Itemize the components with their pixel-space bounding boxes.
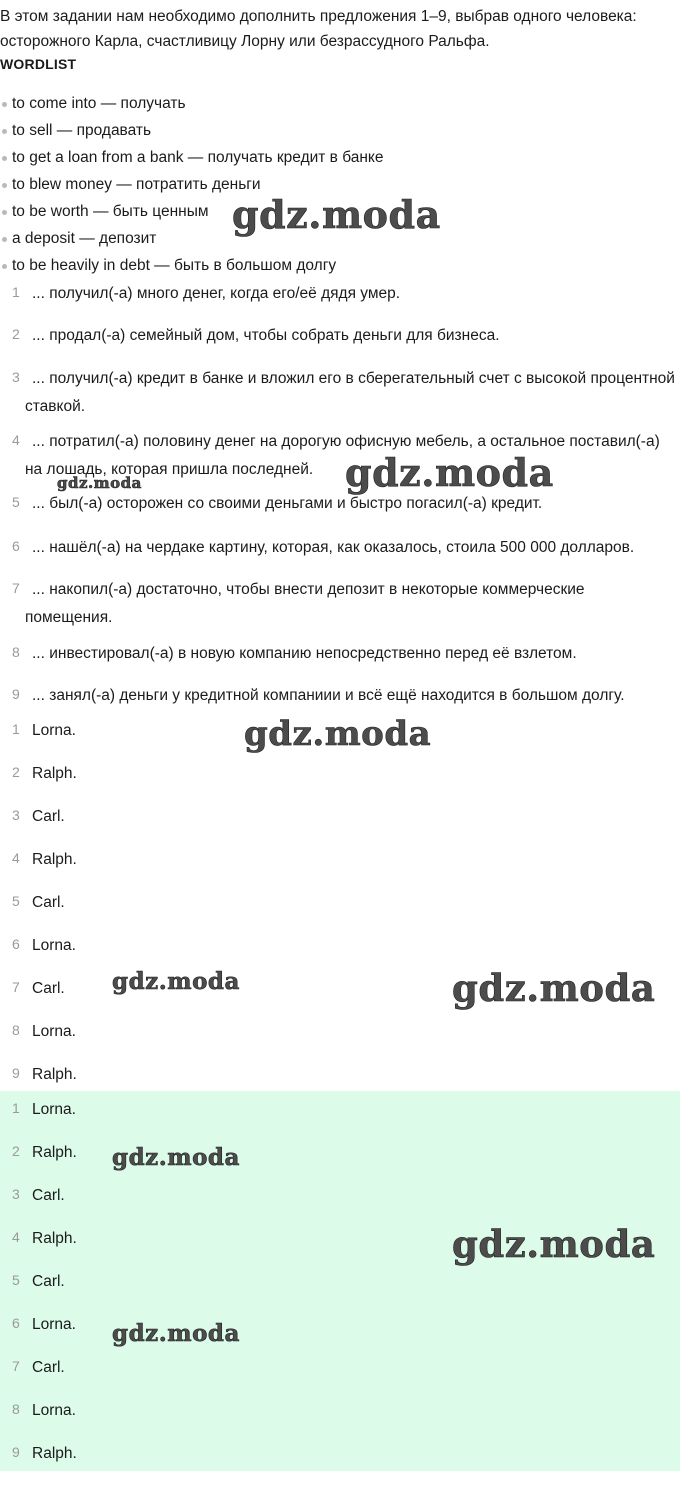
question-text: ... инвестировал(-а) в новую компанию непосредственно перед её взлетом. [32,645,577,662]
answer-text: Lorna. [32,722,76,739]
answer-text: Lorna. [32,1316,76,1333]
watermark: gdz.moda [112,968,240,995]
watermark: gdz.moda [112,1144,240,1171]
question-number: 6 [12,538,20,554]
answer-number: 4 [12,1229,20,1245]
answer-text: Lorna. [32,937,76,954]
watermark: gdz.moda [112,1320,240,1347]
watermark: gdz.moda [452,1222,656,1266]
watermark: gdz.moda [452,966,656,1010]
question-text: ... получил(-а) кредит в банке и вложил его в сберегательный счет с высокой процентной ставкой. [25,370,675,415]
answer-number: 5 [12,893,20,909]
answer-text: Carl. [32,1273,65,1290]
watermark: gdz.moda [57,474,142,492]
wordlist-item: to come into — получать [0,90,384,117]
answer-number: 2 [12,764,20,780]
answer-text: Carl. [32,980,65,997]
answer-text: Carl. [32,894,65,911]
question-number: 8 [12,644,20,660]
task-intro: В этом задании нам необходимо дополнить предложения 1–9, выбрав одного человека: осторожного Карла, счастливицу Лорну или безрассудного Ральфа. [0,8,637,50]
answer-number: 6 [12,1315,20,1331]
answer-number: 7 [12,1358,20,1374]
watermark: gdz.moda [244,714,432,754]
answer-number: 3 [12,1186,20,1202]
answer-number: 9 [12,1444,20,1460]
answer-number: 2 [12,1143,20,1159]
question-number: 5 [12,494,20,510]
answer-text: Ralph. [32,1445,77,1462]
answer-number: 6 [12,936,20,952]
answer-number: 8 [12,1022,20,1038]
answer-number: 1 [12,1100,20,1116]
wordlist-item: to be heavily in debt — быть в большом долгу [0,252,384,279]
answer-text: Carl. [32,808,65,825]
answer-text: Ralph. [32,1066,77,1083]
answer-text: Lorna. [32,1023,76,1040]
answer-number: 4 [12,850,20,866]
answer-text: Ralph. [32,851,77,868]
wordlist-item: to blew money — потратить деньги [0,171,384,198]
answer-number: 8 [12,1401,20,1417]
answer-text: Ralph. [32,1230,77,1247]
answer-number: 7 [12,979,20,995]
answer-number: 1 [12,721,20,737]
wordlist [0,90,384,279]
wordlist-item: to sell — продавать [0,117,384,144]
wordlist-item: to be worth — быть ценным [0,198,384,225]
question-text: ... потратил(-а) половину денег на дорогую офисную мебель, а остальное поставил(-а) на лошадь, которая пришла последней. [25,433,660,478]
answer-number: 5 [12,1272,20,1288]
question-number: 7 [12,580,20,596]
answer-text: Ralph. [32,765,77,782]
answer-text: Carl. [32,1187,65,1204]
question-text: ... получил(-а) много денег, когда его/её дядя умер. [32,285,401,302]
answer-text: Lorna. [32,1101,76,1118]
watermark: gdz.moda [232,192,441,237]
question-number: 1 [12,284,20,300]
wordlist-title: WORDLIST [0,56,77,72]
question-text: ... нашёл(-а) на чердаке картину, которая, как оказалось, стоила 500 000 долларов. [32,539,635,556]
question-number: 9 [12,686,20,702]
answer-text: Lorna. [32,1402,76,1419]
answer-text: Ralph. [32,1144,77,1161]
question-number: 2 [12,326,20,342]
watermark: gdz.moda [345,450,554,495]
question-number: 4 [12,432,20,448]
question-text: ... продал(-а) семейный дом, чтобы собрать деньги для бизнеса. [32,327,500,344]
answer-number: 9 [12,1065,20,1081]
question-number: 3 [12,369,20,385]
question-text: ... занял(-а) деньги у кредитной компаниии и всё ещё находится в большом долгу. [32,687,625,704]
answer-text: Carl. [32,1359,65,1376]
answer-number: 3 [12,807,20,823]
wordlist-item: a deposit — депозит [0,225,384,252]
question-text: ... был(-а) осторожен со своими деньгами и быстро погасил(-а) кредит. [32,495,543,512]
question-text: ... накопил(-а) достаточно, чтобы внести депозит в некоторые коммерческие помещения. [25,581,585,626]
wordlist-item: to get a loan from a bank — получать кредит в банке [0,144,384,171]
